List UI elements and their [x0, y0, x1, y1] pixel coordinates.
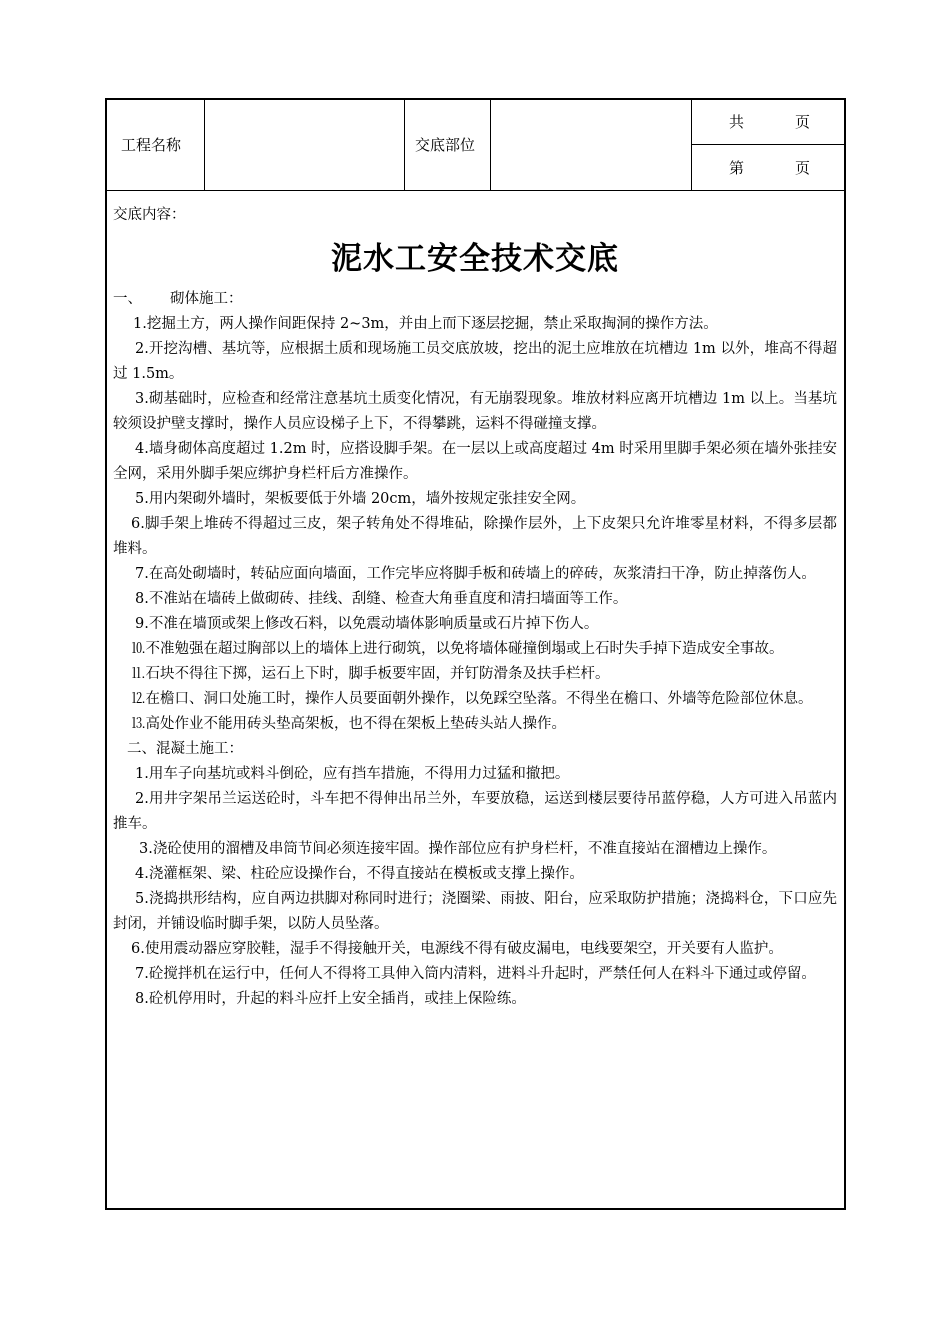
- header-bottom-line: [105, 190, 846, 191]
- disclosure-content: [113, 204, 837, 1012]
- masonry-item: 9.不准在墙顶或架上修改石料，以免震动墙体影响质量或石片掉下伤人。: [135, 616, 599, 632]
- concrete-item: 2.用井字架吊兰运送砼时，斗车把不得伸出吊兰外，车要放稳，运送到楼层要待吊蓝停稳，人方可进入吊蓝内推车。: [113, 791, 837, 832]
- masonry-item: ⒔高处作业不能用砖头垫高架板，也不得在架板上垫砖头站人操作。: [131, 716, 566, 732]
- content-label: 交底内容：: [113, 207, 186, 223]
- total-pages-label: 共: [729, 113, 745, 131]
- concrete-item: 4.浇灌框架、梁、柱砼应设操作台，不得直接站在模板或支撑上操作。: [135, 866, 584, 882]
- section-1-title: 砌体施工：: [170, 291, 243, 307]
- concrete-item: 7.砼搅拌机在运行中，任何人不得将工具伸入筒内清料，进料斗升起时，严禁任何人在料斗下通过或停留。: [135, 966, 816, 982]
- masonry-item: ⒓在檐口、洞口处施工时，操作人员要面朝外操作，以免踩空坠落。不得坐在檐口、外墙等危险部位休息。: [131, 691, 813, 707]
- location-label: 交底部位: [415, 136, 476, 154]
- masonry-item: 8.不准站在墙砖上做砌砖、挂线、刮缝、检查大角垂直度和清扫墙面等工作。: [135, 591, 628, 607]
- page-number-unit: 页: [795, 159, 811, 177]
- masonry-item: ⒑不准勉强在超过胸部以上的墙体上进行砌筑，以免将墙体碰撞倒塌或上石时失手掉下造成安全事故。: [131, 641, 784, 657]
- header-divider-1: [204, 98, 205, 191]
- concrete-item: 1.用车子向基坑或料斗倒砼，应有挡车措施，不得用力过猛和撤把。: [135, 766, 570, 782]
- masonry-item: ⒒石块不得往下掷，运石上下时，脚手板要牢固，并钉防滑条及扶手栏杆。: [131, 666, 610, 682]
- masonry-item: 6.脚手架上堆砖不得超过三皮，架子转角处不得堆砧，除操作层外，上下皮架只允许堆零星材料，不得多层都堆料。: [113, 516, 837, 557]
- section-1-number: 一、: [113, 291, 142, 307]
- masonry-item: 7.在高处砌墙时，转砧应面向墙面，工作完毕应将脚手板和砖墙上的碎砖，灰浆清扫干净，防止掉落伤人。: [135, 566, 816, 582]
- masonry-item: 1.挖掘土方，两人操作间距保持 2~3m，并由上而下逐层挖掘，禁止采取掏洞的操作方法。: [133, 316, 718, 332]
- section-2-heading: 二、混凝土施工：: [127, 741, 243, 757]
- concrete-item: 8.砼机停用时，升起的料斗应扦上安全插肖，或挂上保险练。: [135, 991, 526, 1007]
- masonry-item: 4.墙身砌体高度超过 1.2m 时，应搭设脚手架。在一层以上或高度超过 4m 时采用里脚手架必须在墙外张挂安全网，采用外脚手架应绑护身栏杆后方准操作。: [113, 441, 837, 482]
- section-1-heading: [113, 287, 837, 312]
- project-name-label: 工程名称: [121, 136, 182, 154]
- masonry-item: 3.砌基础时，应检查和经常注意基坑土质变化情况，有无崩裂现象。堆放材料应离开坑槽边 1m 以上。当基坑较须设护壁支撑时，操作人员应设梯子上下，不得攀跳，运料不得碰撞支撑。: [113, 391, 837, 432]
- masonry-item: 2.开挖沟槽、基坑等，应根据土质和现场施工员交底放坡，挖出的泥土应堆放在坑槽边 1m 以外，堆高不得超过 1.5m。: [113, 341, 837, 382]
- page-cell-divider: [691, 144, 846, 145]
- header-divider-3: [490, 98, 491, 191]
- concrete-item: 6.使用震动器应穿胶鞋，湿手不得接触开关，电源线不得有破皮漏电，电线要架空，开关要有人监护。: [131, 941, 783, 957]
- masonry-item: 5.用内架砌外墙时，架板要低于外墙 20cm，墙外按规定张挂安全网。: [135, 491, 586, 507]
- header-divider-2: [404, 98, 405, 191]
- total-pages-unit: 页: [795, 113, 811, 131]
- concrete-item: 5.浇捣拱形结构，应自两边拱脚对称同时进行；浇圈梁、雨披、阳台，应采取防护措施；浇捣料仓，下口应先封闭，并铺设临时脚手架，以防人员坠落。: [113, 891, 837, 932]
- page-number-label: 第: [729, 159, 745, 177]
- concrete-item: 3.浇砼使用的溜槽及串筒节间必须连接牢固。操作部位应有护身栏杆，不准直接站在溜槽边上操作。: [139, 841, 777, 857]
- document-title: 泥水工安全技术交底: [331, 241, 619, 277]
